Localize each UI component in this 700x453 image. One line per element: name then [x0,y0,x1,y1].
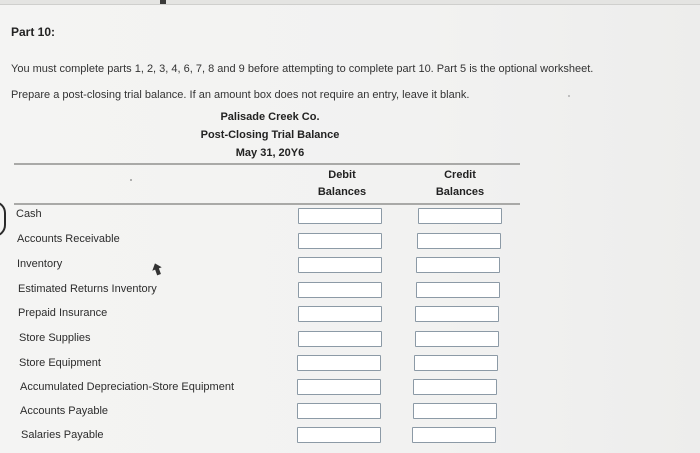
credit-input-accumulated-depreciation[interactable] [413,379,497,395]
credit-header-line2: Balances [435,186,485,198]
account-label-inventory: Inventory [17,258,63,270]
company-name: Palisade Creek Co. [220,111,320,123]
credit-input-inventory[interactable] [416,257,500,273]
decorative-dot [568,95,570,97]
account-label-prepaid-insurance: Prepaid Insurance [18,307,108,319]
account-label-store-supplies: Store Supplies [19,332,91,344]
credit-input-cash[interactable] [418,208,502,224]
decorative-dot [130,179,132,181]
credit-input-accounts-receivable[interactable] [417,233,501,249]
credit-input-accounts-payable[interactable] [413,403,497,419]
account-label-accounts-receivable: Accounts Receivable [17,233,120,245]
header-divider [14,163,520,165]
account-label-accumulated-depreciation: Accumulated Depreciation-Store Equipment [20,381,235,393]
statement-date: May 31, 20Y6 [235,147,305,159]
debit-input-inventory[interactable] [298,257,382,273]
debit-input-prepaid-insurance[interactable] [298,306,382,322]
debit-input-accounts-receivable[interactable] [298,233,382,249]
credit-column-header [420,167,500,201]
debit-input-store-supplies[interactable] [298,331,382,347]
credit-input-store-equipment[interactable] [414,355,498,371]
credit-header-line1: Credit [444,169,476,181]
instruction-task: Prepare a post-closing trial balance. If an amount box does not require an entry, leave it blank. [11,89,470,101]
account-label-cash: Cash [16,208,42,220]
column-header-divider [14,203,520,205]
debit-input-salaries-payable[interactable] [297,427,381,443]
part-title: Part 10: [11,25,56,39]
debit-input-store-equipment[interactable] [297,355,381,371]
top-edge-mark [160,0,166,4]
debit-input-accumulated-depreciation[interactable] [297,379,381,395]
debit-input-cash[interactable] [298,208,382,224]
credit-input-estimated-returns-inventory[interactable] [416,282,500,298]
account-label-estimated-returns-inventory: Estimated Returns Inventory [18,283,157,295]
debit-header-line1: Debit [328,169,356,181]
instruction-prerequisite: You must complete parts 1, 2, 3, 4, 6, 7, 8 and 9 before attempting to complete part 10. Part 5 is the optional worksheet. [11,63,594,75]
credit-input-store-supplies[interactable] [415,331,499,347]
mouse-pointer-icon [151,262,163,276]
account-label-salaries-payable: Salaries Payable [21,429,104,441]
debit-column-header [302,167,382,201]
statement-title: Post-Closing Trial Balance [200,129,340,141]
credit-input-prepaid-insurance[interactable] [415,306,499,322]
left-bracket-icon [0,201,6,237]
top-scroll-edge [0,0,700,5]
credit-input-salaries-payable[interactable] [412,427,496,443]
account-label-store-equipment: Store Equipment [19,357,101,369]
debit-header-line2: Balances [317,186,367,198]
debit-input-estimated-returns-inventory[interactable] [298,282,382,298]
debit-input-accounts-payable[interactable] [297,403,381,419]
account-label-accounts-payable: Accounts Payable [20,405,109,417]
